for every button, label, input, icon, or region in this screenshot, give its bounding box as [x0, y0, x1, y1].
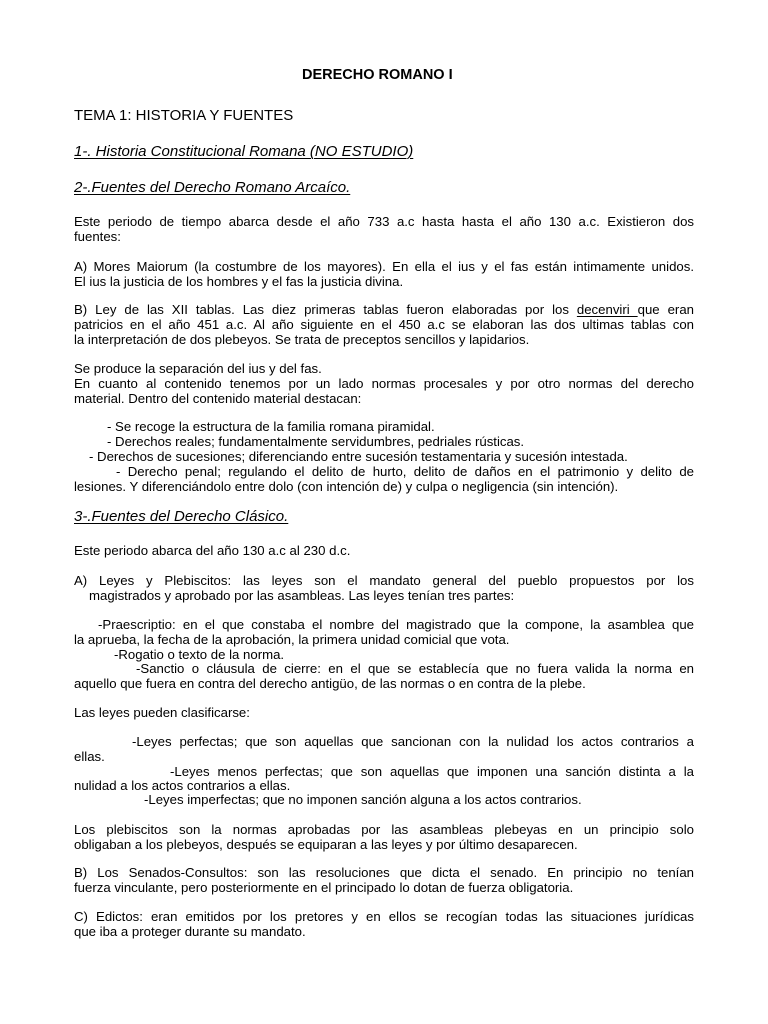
- paragraph-line: la interpretación de dos plebeyos. Se trata de preceptos sencillos y lapidarios.: [74, 332, 530, 347]
- decenviri-term: decenviri: [576, 302, 638, 317]
- paragraph-line: aquello que fuera en contra del derecho antigüo, de las normas o en contra de la plebe.: [74, 676, 586, 691]
- list-item: -Praescriptio: en el que constaba el nombre del magistrado que la compone, la asamblea que: [98, 617, 694, 632]
- paragraph-line: Este periodo abarca del año 130 a.c al 230 d.c.: [74, 543, 351, 558]
- section-3-heading: 3-.Fuentes del Derecho Clásico.: [74, 508, 289, 525]
- list-item: -Leyes perfectas; que son aquellas que sancionan con la nulidad los actos contrarios a: [132, 734, 694, 749]
- paragraph-line: la aprueba, la fecha de la aprobación, la primera unidad comicial que vota.: [74, 632, 510, 647]
- paragraph-line: A) Mores Maiorum (la costumbre de los mayores). En ella el ius y el fas están intimamente unidos.: [74, 259, 694, 274]
- text-run: B) Ley de las XII tablas. Las diez primeras tablas fueron elaboradas por los: [74, 302, 577, 317]
- paragraph-line: Se produce la separación del ius y del fas.: [74, 361, 322, 376]
- paragraph-line: A) Leyes y Plebiscitos: las leyes son el mandato general del pueblo propuestos por los: [74, 573, 694, 588]
- paragraph-line: que iba a proteger durante su mandato.: [74, 924, 306, 939]
- list-item: -Rogatio o texto de la norma.: [114, 647, 285, 662]
- paragraph-line: material. Dentro del contenido material destacan:: [74, 391, 362, 406]
- list-item: -Leyes menos perfectas; que son aquellas que imponen una sanción distinta a la: [170, 764, 694, 779]
- paragraph-line: C) Edictos: eran emitidos por los pretores y en ellos se recogían todas las situaciones jurídicas: [74, 909, 694, 924]
- list-item: - Derechos de sucesiones; diferenciando entre sucesión testamentaria y sucesión intestada.: [89, 449, 628, 464]
- paragraph-line: patricios en el año 451 a.c. Al año siguiente en el 450 a.c se elaboran las dos ultimas tablas con: [74, 317, 694, 332]
- list-item: -Leyes imperfectas; que no imponen sanción alguna a los actos contrarios.: [144, 792, 582, 807]
- paragraph-line: El ius la justicia de los hombres y el fas la justicia divina.: [74, 274, 404, 289]
- list-item: - Derecho penal; regulando el delito de hurto, delito de daños en el patrimonio y delito de: [116, 464, 694, 479]
- section-2-heading: 2-.Fuentes del Derecho Romano Arcaíco.: [74, 179, 351, 196]
- paragraph-line: magistrados y aprobado por las asambleas. Las leyes tenían tres partes:: [89, 588, 515, 603]
- list-item: lesiones. Y diferenciándolo entre dolo (con intención de) y culpa o negligencia (sin intención).: [74, 479, 619, 494]
- tema-heading: TEMA 1: HISTORIA Y FUENTES: [74, 107, 294, 124]
- paragraph-line: Este periodo de tiempo abarca desde el año 733 a.c hasta hasta el año 130 a.c. Existieron dos: [74, 214, 694, 229]
- paragraph-line: fuerza vinculante, pero posteriormente en el principado lo dotan de fuerza obligatoria.: [74, 880, 574, 895]
- list-item: - Se recoge la estructura de la familia romana piramidal.: [107, 419, 435, 434]
- section-1-heading: 1-. Historia Constitucional Romana (NO ESTUDIO): [74, 143, 414, 160]
- list-item: - Derechos reales; fundamentalmente servidumbres, pedriales rústicas.: [107, 434, 525, 449]
- paragraph-line: obligaban a los plebeyos, después se equiparan a las leyes y por último desaparecen.: [74, 837, 578, 852]
- paragraph-line: En cuanto al contenido tenemos por un lado normas procesales y por otro normas del derecho: [74, 376, 694, 391]
- document-title: DERECHO ROMANO I: [302, 67, 453, 83]
- text-run: que eran: [637, 302, 694, 317]
- paragraph-line: nulidad a los actos contrarios a ellas.: [74, 778, 291, 793]
- paragraph-line: Las leyes pueden clasificarse:: [74, 705, 250, 720]
- paragraph-line: Los plebiscitos son la normas aprobadas por las asambleas plebeyas en un principio solo: [74, 822, 694, 837]
- paragraph-line: B) Los Senados-Consultos: son las resoluciones que dicta el senado. En principio no tenían: [74, 865, 694, 880]
- paragraph-line: [74, 302, 694, 317]
- list-item: -Sanctio o cláusula de cierre: en el que se establecía que no fuera valida la norma en: [136, 661, 694, 676]
- paragraph-line: fuentes:: [74, 229, 121, 244]
- paragraph-line: ellas.: [74, 749, 105, 764]
